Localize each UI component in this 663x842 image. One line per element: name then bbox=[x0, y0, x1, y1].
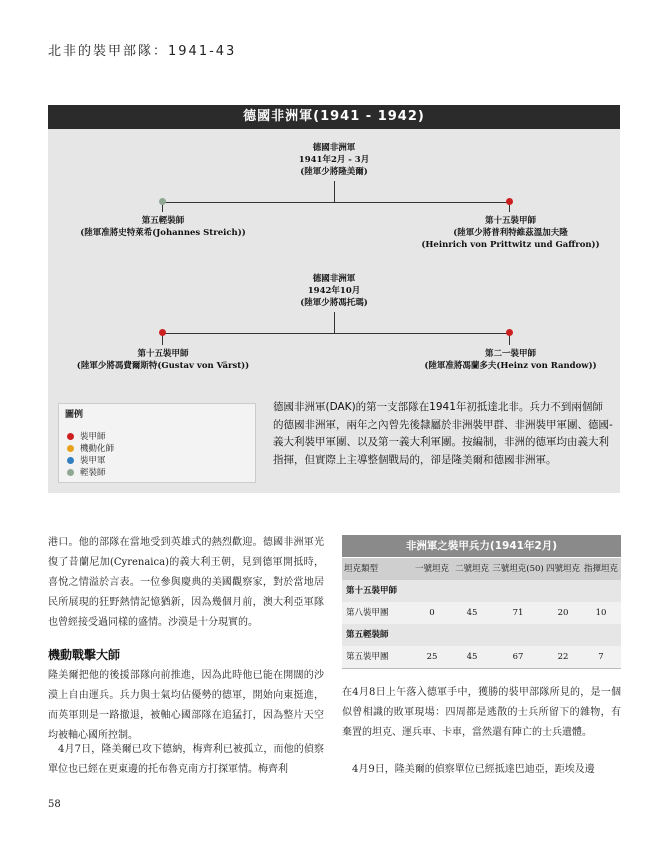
table-header-row bbox=[342, 558, 621, 580]
unit-15th-panzer-commander: (陸軍少將普利特維茲溫加夫隆 bbox=[453, 228, 568, 238]
table-cell: 22 bbox=[557, 652, 569, 662]
left-para-3: 4月7日，隆美爾已攻下德納，梅齊利已被孤立，而他的偵察單位也已經在更東邊的托布魯克南方打探軍情。梅齊利 bbox=[48, 744, 324, 775]
legend-item-light bbox=[67, 467, 106, 479]
table-section-row bbox=[342, 580, 621, 602]
right-para-1: 在4月8日上午落入德軍手中，獲勝的裝甲部隊所見的，是一個似曾相識的敗軍現場：四周都是逃散的士兵所留下的雜物，有棄置的坦克、運兵車、卡車，當然還有陣亡的士兵遺體。 bbox=[342, 687, 621, 738]
table-cell: 45 bbox=[466, 652, 478, 662]
hq-1942 bbox=[278, 273, 390, 309]
table-cell: 71 bbox=[512, 608, 524, 618]
unit-15th-panzer-1942-name: 第十五裝甲師 bbox=[137, 349, 189, 359]
table-header: 三號坦克(50) bbox=[492, 564, 544, 574]
unit-5th-light bbox=[68, 215, 258, 239]
panel-title: 德國非洲軍(1941 - 1942) bbox=[48, 105, 620, 129]
table-cell: 10 bbox=[595, 608, 607, 618]
panel-caption: 德國非洲軍(DAK)的第一支部隊在1941年初抵達北非。兵力不到兩個師的德國非洲軍，兩年之內曾先後隸屬於非洲裝甲群、非洲裝甲軍團、德國-義大利裝甲軍團、以及第一義大利軍團。按編制，非洲的德軍均由義大利指揮，但實際上主導整個戰局的，卻是隆美爾和德國非洲軍。 bbox=[273, 401, 613, 466]
hq-1941-name: 德國非洲軍 bbox=[312, 143, 356, 153]
table-section-row bbox=[342, 624, 621, 646]
table-header: 二號坦克 bbox=[454, 564, 489, 574]
hq-1942-date: 1942年10月 bbox=[307, 286, 361, 296]
hq-1942-commander: (陸軍少將馮托瑪) bbox=[300, 298, 368, 308]
right-para-2: 4月9日，隆美爾的偵察單位已經抵達巴迪亞，距埃及邊 bbox=[352, 764, 595, 775]
table-row bbox=[342, 602, 621, 624]
running-header: 北非的裝甲部隊：1941-43 bbox=[48, 44, 237, 59]
hq-1942-name: 德國非洲軍 bbox=[312, 274, 356, 284]
legend-item-motorized bbox=[67, 443, 114, 455]
hq-1941 bbox=[278, 142, 390, 178]
unit-21st-panzer bbox=[413, 348, 608, 372]
legend-label: 裝甲軍 bbox=[80, 456, 106, 466]
unit-15th-panzer-1941 bbox=[418, 215, 603, 251]
unit-15th-panzer-commander-en: (Heinrich von Prittwitz und Gaffron)) bbox=[421, 240, 600, 250]
table-header: 四號坦克 bbox=[545, 564, 580, 574]
table-cell: 第八裝甲團 bbox=[346, 608, 389, 618]
legend-item-panzer-corps bbox=[67, 455, 106, 467]
legend-title: 圖例 bbox=[65, 410, 84, 420]
light-division-dot bbox=[159, 198, 166, 205]
connector bbox=[334, 312, 335, 333]
legend-label: 機動化師 bbox=[80, 444, 115, 454]
orange-dot-icon bbox=[67, 445, 74, 452]
left-para-1: 港口。他的部隊在當地受到英雄式的熱烈歡迎。德國非洲軍光復了昔蘭尼加(Cyrenaica)的義大利王朝，見到德軍開抵時，喜悅之情溢於言表。一位參與慶典的美國觀察家，對於當地居民所展現的狂野熱情記憶猶新，因為幾個月前，澳大利亞軍隊也曾經接受過同樣的盛情。沙漠是十分現實的。 bbox=[48, 537, 324, 628]
table-cell: 67 bbox=[512, 652, 524, 662]
blue-dot-icon bbox=[67, 457, 74, 464]
table-header: 指揮坦克 bbox=[583, 564, 618, 574]
armored-division-dot bbox=[506, 198, 513, 205]
hq-1941-date: 1941年2月 - 3月 bbox=[298, 155, 370, 165]
table-title: 非洲軍之裝甲兵力(1941年2月) bbox=[342, 535, 621, 557]
hq-1941-commander: (陸軍少將隆美爾) bbox=[300, 167, 368, 177]
unit-5th-light-commander: (陸軍准將史特萊希(Johannes Streich)) bbox=[80, 228, 246, 238]
armored-division-dot bbox=[159, 329, 166, 336]
gray-dot-icon bbox=[67, 469, 74, 476]
connector bbox=[162, 333, 510, 334]
unit-5th-light-name: 第五輕裝師 bbox=[141, 216, 185, 226]
table-cell: 25 bbox=[426, 652, 438, 662]
legend bbox=[58, 403, 256, 483]
connector bbox=[162, 202, 510, 203]
left-para-2: 隆美爾把他的後援部隊向前推進，因為此時他已能在開闊的沙漠上自由運兵。兵力與士氣均佔優勢的德軍，開始向東挺進，而英軍則是一路撤退，被軸心國部隊在追猛打，因為整片天空均被軸心國所控制。 bbox=[48, 670, 324, 741]
table-row bbox=[342, 646, 621, 669]
unit-15th-panzer-name: 第十五裝甲師 bbox=[484, 216, 536, 226]
legend-label: 裝甲師 bbox=[80, 432, 106, 442]
table-cell: 7 bbox=[598, 652, 604, 662]
table-header: 一號坦克 bbox=[414, 564, 449, 574]
legend-label: 輕裝師 bbox=[80, 468, 106, 478]
table-cell: 45 bbox=[466, 608, 478, 618]
unit-15th-panzer-1942-commander: (陸軍少將馮費爾斯特(Gustav von Värst)) bbox=[76, 361, 250, 371]
table-section: 第十五裝甲師 bbox=[346, 586, 398, 596]
unit-15th-panzer-1942 bbox=[63, 348, 263, 372]
table-header: 坦克類型 bbox=[344, 564, 379, 574]
armored-division-dot bbox=[506, 329, 513, 336]
page-number: 58 bbox=[48, 799, 61, 810]
section-heading: 機動戰擊大師 bbox=[48, 648, 121, 662]
table-cell: 第五裝甲團 bbox=[346, 652, 389, 662]
unit-21st-panzer-name: 第二一裝甲師 bbox=[484, 349, 536, 359]
table-cell: 20 bbox=[557, 608, 569, 618]
table-section: 第五輕裝師 bbox=[346, 630, 389, 640]
legend-item-armored bbox=[67, 431, 106, 443]
unit-21st-panzer-commander: (陸軍准將馮蘭多夫(Heinz von Randow)) bbox=[424, 361, 597, 371]
table-cell: 0 bbox=[429, 608, 435, 618]
red-dot-icon bbox=[67, 433, 74, 440]
connector bbox=[334, 181, 335, 202]
